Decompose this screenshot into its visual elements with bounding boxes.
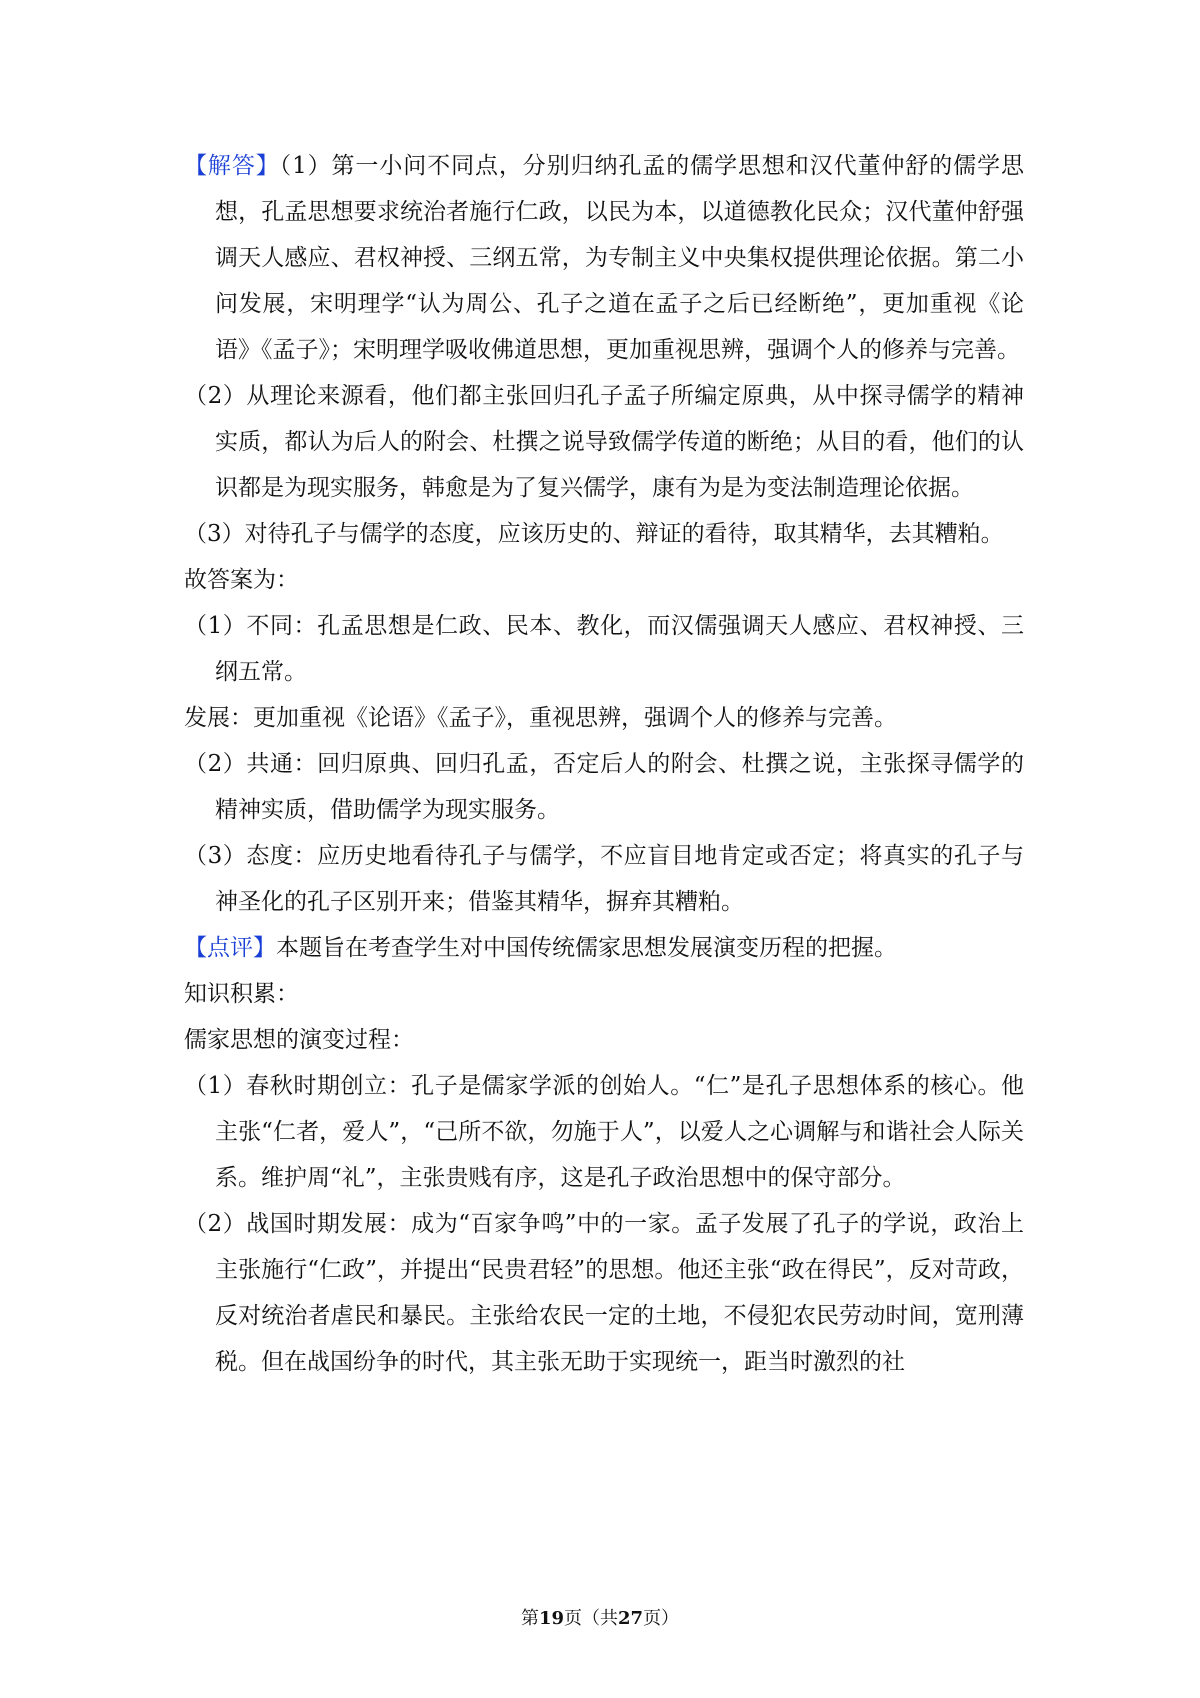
answer-paragraph-3: （3）对待孔子与儒学的态度，应该历史的、辩证的看待，取其精华，去其糟粕。 xyxy=(184,521,1004,547)
knowledge-item-1: （1）春秋时期创立：孔子是儒家学派的创始人。“仁”是孔子思想体系的核心。他主张“仁者，爱人”，“己所不欲，勿施于人”，以爱人之心调解与和谐社会人际关系。维护周“礼”，主张贵贱有序，这是孔子政治思想中的保守部分。 xyxy=(184,1073,1024,1191)
comment-paragraph xyxy=(184,925,1024,971)
page-footer xyxy=(0,1607,1200,1631)
answer-item-2: （2）共通：回归原典、回归孔孟，否定后人的附会、杜撰之说，主张探寻儒学的精神实质，借助儒学为现实服务。 xyxy=(184,751,1024,823)
answer-item-3: （3）态度：应历史地看待孔子与儒学，不应盲目地肯定或否定；将真实的孔子与神圣化的孔子区别开来；借鉴其精华，摒弃其糟粕。 xyxy=(184,843,1024,915)
comment-text: 本题旨在考查学生对中国传统儒家思想发展演变历程的把握。 xyxy=(276,935,897,961)
answer-item-1-development: 发展：更加重视《论语》《孟子》，重视思辨，强调个人的修养与完善。 xyxy=(184,705,897,731)
footer-page-number: 19 xyxy=(538,1608,564,1629)
knowledge-heading: 知识积累： xyxy=(184,981,299,1007)
footer-prefix: 第 xyxy=(520,1608,539,1629)
answer-item-1: （1）不同：孔孟思想是仁政、民本、教化，而汉儒强调天人感应、君权神授、三纲五常。 xyxy=(184,613,1024,685)
answer-tag: 【解答】 xyxy=(184,153,280,179)
footer-total-pages: 27 xyxy=(618,1608,644,1629)
page-content xyxy=(184,143,1024,1385)
footer-middle: 页（共 xyxy=(564,1608,618,1629)
knowledge-item-2: （2）战国时期发展：成为“百家争鸣”中的一家。孟子发展了孔子的学说，政治上主张施行“仁政”，并提出“民贵君轻”的思想。他还主张“政在得民”，反对苛政，反对统治者虐民和暴民。主张给农民一定的土地，不侵犯农民劳动时间，宽刑薄税。但在战国纷争的时代，其主张无助于实现统一，距当时激烈的社 xyxy=(184,1211,1024,1375)
evolution-heading: 儒家思想的演变过程： xyxy=(184,1027,414,1053)
answer-intro: 故答案为： xyxy=(184,567,299,593)
answer-paragraph-2: （2）从理论来源看，他们都主张回归孔子孟子所编定原典，从中探寻儒学的精神实质，都认为后人的附会、杜撰之说导致儒学传道的断绝；从目的看，他们的认识都是为现实服务，韩愈是为了复兴儒学，康有为是为变法制造理论依据。 xyxy=(184,383,1024,501)
comment-tag: 【点评】 xyxy=(184,935,276,961)
answer-paragraph-1 xyxy=(184,143,1024,373)
footer-suffix: 页） xyxy=(643,1608,680,1629)
answer-text-1: （1）第一小问不同点，分别归纳孔孟的儒学思想和汉代董仲舒的儒学思想，孔孟思想要求统治者施行仁政，以民为本，以道德教化民众；汉代董仲舒强调天人感应、君权神授、三纲五常，为专制主义中央集权提供理论依据。第二小问发展，宋明理学“认为周公、孔子之道在孟子之后已经断绝”，更加重视《论语》《孟子》；宋明理学吸收佛道思想，更加重视思辨，强调个人的修养与完善。 xyxy=(215,153,1025,363)
